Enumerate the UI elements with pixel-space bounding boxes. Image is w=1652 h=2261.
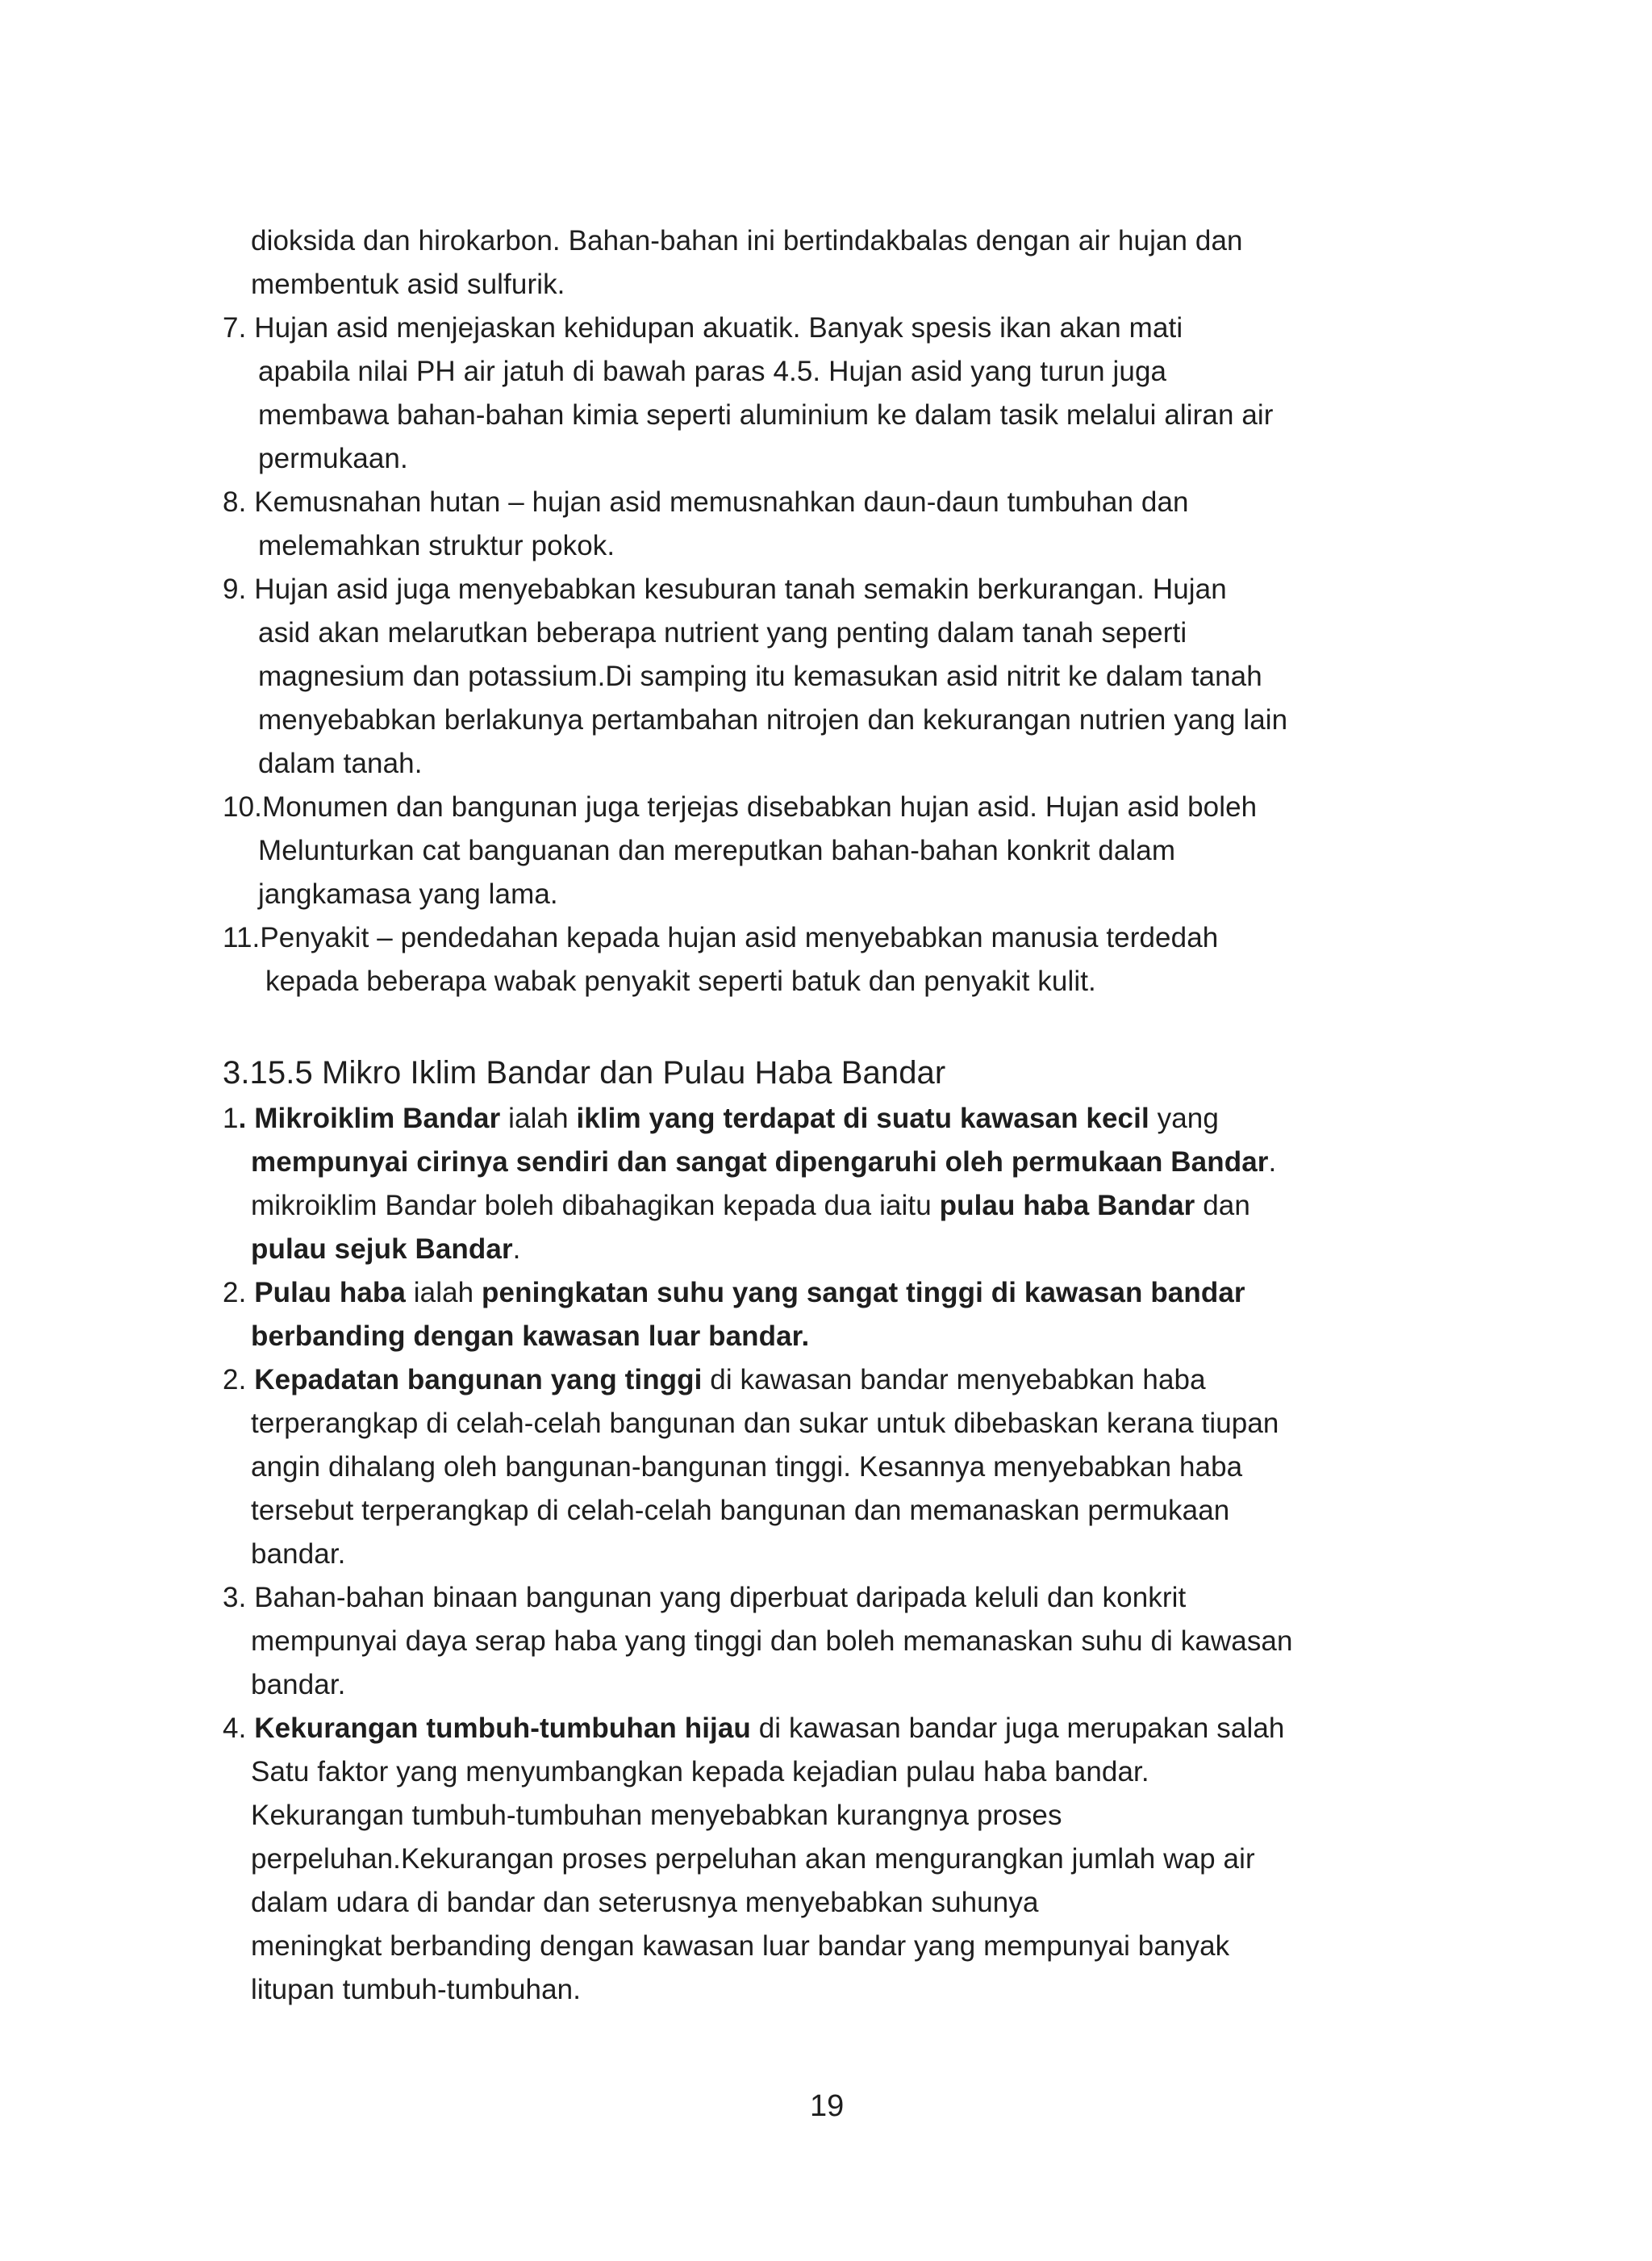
item-number: 1	[223, 1103, 239, 1134]
text-line: Satu faktor yang menyumbangkan kepada kejadian pulau haba bandar.	[251, 1756, 1149, 1788]
text-line: bandar.	[251, 1669, 346, 1700]
list-item-10: 10.Monumen dan bangunan juga terjejas disebabkan hujan asid. Hujan asid boleh	[223, 791, 1258, 823]
text-line: dalam tanah.	[258, 748, 423, 779]
text-line: magnesium dan potassium.Di samping itu kemasukan asid nitrit ke dalam tanah	[258, 661, 1262, 692]
text-line: membawa bahan-bahan kimia seperti aluminium ke dalam tasik melalui aliran air	[258, 399, 1274, 431]
bold-text: iklim yang terdapat di suatu kawasan kecil	[576, 1103, 1149, 1134]
list-item-2b	[223, 1364, 1206, 1396]
text-line: membentuk asid sulfurik.	[251, 269, 565, 300]
text-line: permukaan.	[258, 443, 408, 474]
text-line	[251, 1190, 1250, 1222]
text-line: litupan tumbuh-tumbuhan.	[251, 1974, 582, 2005]
text-line: mempunyai daya serap haba yang tinggi dan boleh memanaskan suhu di kawasan	[251, 1625, 1293, 1657]
bold-text: .	[238, 1103, 255, 1134]
list-item-3: 3. Bahan-bahan binaan bangunan yang diperbuat daripada keluli dan konkrit	[223, 1582, 1187, 1613]
text-line: bandar.	[251, 1538, 346, 1570]
text-fragment: di kawasan bandar juga merupakan salah	[750, 1712, 1285, 1744]
list-item-1	[223, 1103, 1219, 1135]
list-item-4	[223, 1712, 1284, 1745]
text-line	[251, 1146, 1276, 1178]
text-line: tersebut terperangkap di celah-celah bangunan dan memanaskan permukaan	[251, 1495, 1230, 1526]
text-line: menyebabkan berlakunya pertambahan nitrojen dan kekurangan nutrien yang lain	[258, 704, 1288, 736]
text-line: dioksida dan hirokarbon. Bahan-bahan ini bertindakbalas dengan air hujan dan	[251, 225, 1243, 257]
text-fragment: ialah	[405, 1277, 482, 1308]
text-fragment: .	[512, 1233, 521, 1265]
item-number: 2.	[223, 1277, 255, 1308]
text-line: melemahkan struktur pokok.	[258, 530, 615, 561]
term-kepadatan: Kepadatan bangunan yang tinggi	[254, 1364, 703, 1395]
list-item-8: 8. Kemusnahan hutan – hujan asid memusnahkan daun-daun tumbuhan dan	[223, 486, 1189, 518]
text-fragment: yang	[1149, 1103, 1219, 1134]
list-item-9: 9. Hujan asid juga menyebabkan kesuburan tanah semakin berkurangan. Hujan	[223, 574, 1227, 605]
text-line: terperangkap di celah-celah bangunan dan sukar untuk dibebaskan kerana tiupan	[251, 1408, 1279, 1439]
text-line: Melunturkan cat banguanan dan mereputkan bahan-bahan konkrit dalam	[258, 835, 1176, 866]
text-line: dalam udara di bandar dan seterusnya menyebabkan suhunya	[251, 1887, 1039, 1918]
text-fragment: ialah	[500, 1103, 577, 1134]
item-number: 4.	[223, 1712, 255, 1744]
text-line: meningkat berbanding dengan kawasan luar bandar yang mempunyai banyak	[251, 1930, 1230, 1962]
text-line: Kekurangan tumbuh-tumbuhan menyebabkan kurangnya proses	[251, 1800, 1062, 1831]
text-line: jangkamasa yang lama.	[258, 878, 558, 910]
item-number: 2.	[223, 1364, 255, 1395]
text-line	[251, 1233, 521, 1266]
bold-text: pulau sejuk Bandar	[251, 1233, 513, 1265]
text-line: apabila nilai PH air jatuh di bawah paras 4.5. Hujan asid yang turun juga	[258, 356, 1167, 387]
text-fragment: di kawasan bandar menyebabkan haba	[702, 1364, 1206, 1395]
text-line: perpeluhan.Kekurangan proses perpeluhan akan mengurangkan jumlah wap air	[251, 1843, 1255, 1875]
page-number: 19	[810, 2089, 845, 2123]
list-item-2	[223, 1277, 1245, 1309]
list-item-7: 7. Hujan asid menjejaskan kehidupan akuatik. Banyak spesis ikan akan mati	[223, 312, 1183, 344]
text-fragment: .	[1268, 1146, 1277, 1178]
bold-text: peningkatan suhu yang sangat tinggi di kawasan bandar	[482, 1277, 1245, 1308]
bold-text: mempunyai cirinya sendiri dan sangat dipengaruhi oleh permukaan Bandar	[251, 1146, 1269, 1178]
text-fragment: dan	[1195, 1190, 1250, 1221]
text-line	[251, 1320, 809, 1353]
bold-text: pulau haba Bandar	[939, 1190, 1195, 1221]
text-line: asid akan melarutkan beberapa nutrient yang penting dalam tanah seperti	[258, 617, 1187, 649]
bold-text: berbanding dengan kawasan luar bandar.	[251, 1320, 810, 1352]
section-heading: 3.15.5 Mikro Iklim Bandar dan Pulau Haba Bandar	[223, 1055, 946, 1091]
text-line: kepada beberapa wabak penyakit seperti batuk dan penyakit kulit.	[265, 966, 1096, 997]
text-fragment: mikroiklim Bandar boleh dibahagikan kepada dua iaitu	[251, 1190, 940, 1221]
term-kekurangan: Kekurangan tumbuh-tumbuhan hijau	[254, 1712, 751, 1744]
list-item-11: 11.Penyakit – pendedahan kepada hujan asid menyebabkan manusia terdedah	[223, 922, 1219, 953]
term-pulau-haba: Pulau haba	[254, 1277, 406, 1308]
term-mikroiklim: Mikroiklim Bandar	[254, 1103, 501, 1134]
text-line: angin dihalang oleh bangunan-bangunan tinggi. Kesannya menyebabkan haba	[251, 1451, 1243, 1483]
